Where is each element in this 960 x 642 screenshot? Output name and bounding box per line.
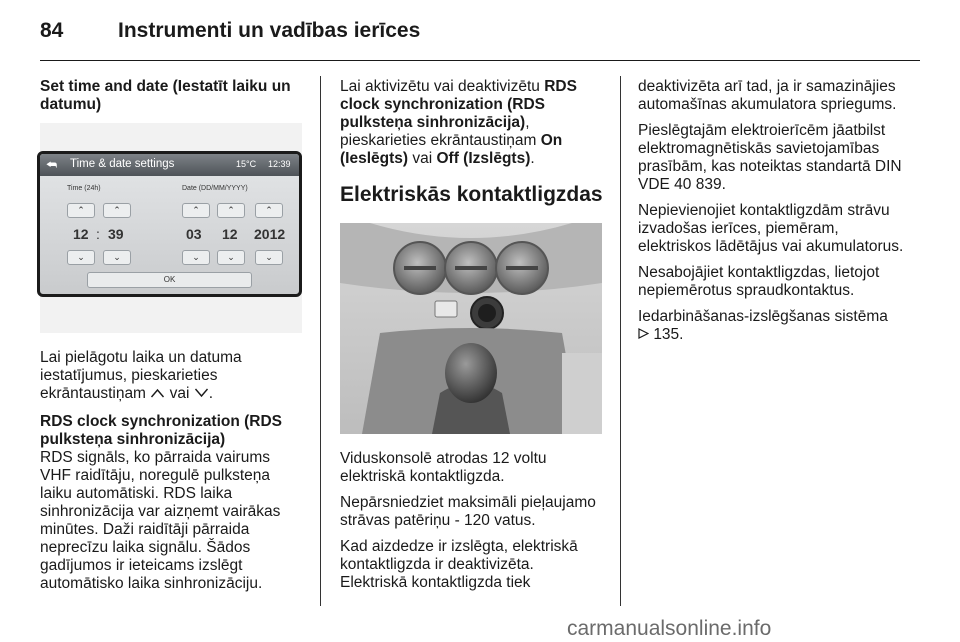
time-separator: : — [96, 226, 100, 242]
column-2-body — [340, 450, 602, 600]
year-up-button: ⌃ — [255, 203, 283, 218]
center-console-photo — [340, 223, 602, 434]
battery-paragraph: deaktivizēta arī tad, ja ir samazinājies automašīnas akumulatora spriegums. — [638, 78, 897, 113]
off-option: Off (Izslēgts) — [436, 150, 531, 167]
day-value: 03 — [186, 226, 202, 242]
stop-start-reference — [638, 308, 906, 344]
period-text: . — [530, 150, 535, 167]
back-arrow-icon: ⮪ — [46, 158, 58, 172]
page-number: 84 — [40, 19, 64, 42]
date-label: Date (DD/MM/YYYY) — [182, 185, 248, 192]
page-title: Instrumenti un vadības ierīces — [118, 19, 421, 42]
day-down-button: ⌄ — [182, 250, 210, 265]
or-text: vai — [408, 150, 437, 167]
month-value: 12 — [222, 226, 238, 242]
reference-triangle-icon — [638, 328, 649, 339]
rds-heading: RDS clock synchronization (RDS pulksteņa sinhronizācija) — [40, 413, 283, 448]
socket-location-paragraph: Viduskonsolē atrodas 12 voltu elektriskā kontaktligzda. — [340, 450, 547, 485]
rds-toggle-text: Lai aktivizētu vai deaktivizētu — [340, 78, 545, 95]
screen-title: Time & date settings — [70, 158, 175, 170]
ignition-paragraph: Kad aizdedze ir izslēgta, elektriskā kontaktligzda ir deaktivizēta. Elektriskā kontaktligzda tiek — [340, 538, 578, 591]
hour-up-button: ⌃ — [67, 203, 95, 218]
column-divider-2 — [620, 76, 621, 606]
column-1 — [40, 78, 302, 122]
console-illustration — [340, 223, 602, 434]
screen-clock: 12:39 — [268, 159, 291, 169]
chevron-up-icon — [150, 388, 165, 398]
instruction-or: vai — [169, 385, 190, 402]
hour-down-button: ⌄ — [67, 250, 95, 265]
rds-toggle-option: RDS clock synchronization (RDS pulksteņa sinhronizācija) — [340, 78, 577, 131]
rds-toggle-paragraph — [340, 78, 602, 168]
max-consumption-paragraph: Nepārsniedziet maksimāli pieļaujamo strāvas patēriņu - 120 vatus. — [340, 494, 596, 529]
minute-value: 39 — [108, 226, 124, 242]
minute-up-button: ⌃ — [103, 203, 131, 218]
ok-button: OK — [87, 272, 252, 288]
time-label: Time (24h) — [67, 185, 101, 192]
column-3 — [638, 78, 906, 352]
chevron-down-icon — [194, 388, 209, 398]
header-rule — [40, 60, 920, 61]
column-divider-1 — [320, 76, 321, 606]
section-heading-set-time: Set time and date (Iestatīt laiku un datumu) — [40, 78, 291, 113]
page-header — [0, 0, 960, 60]
stop-start-text: Iedarbināšanas-izslēgšanas sistēma — [638, 308, 888, 325]
on-option: On (Ieslēgts) — [340, 132, 563, 167]
minute-down-button: ⌄ — [103, 250, 131, 265]
time-date-settings-screen — [37, 151, 302, 297]
page-reference-link[interactable]: 135. — [653, 326, 684, 343]
month-down-button: ⌄ — [217, 250, 245, 265]
instruction-text: Lai pielāgotu laika un datuma iestatījumus, pieskarieties ekrāntaustiņam — [40, 349, 242, 402]
watermark: carmanualsonline.info — [567, 617, 772, 640]
day-up-button: ⌃ — [182, 203, 210, 218]
screen-title-bar — [40, 154, 299, 176]
plug-paragraph: Nesabojājiet kontaktligzdas, lietojot nepiemērotus spraudkontaktus. — [638, 264, 880, 299]
emc-paragraph: Pieslēgtajām elektroierīcēm jāatbilst elektromagnētiskās savietojamības prasībām, kas noteiktas standartā DIN VDE 40 839. — [638, 122, 902, 193]
column-2 — [340, 78, 602, 216]
month-up-button: ⌃ — [217, 203, 245, 218]
instruction-paragraph — [40, 349, 302, 403]
screen-temperature: 15°C — [236, 159, 257, 169]
rds-toggle-text-2: , pieskarieties ekrāntaustiņam — [340, 114, 541, 149]
no-charging-devices-paragraph: Nepievienojiet kontaktligzdām strāvu izvadošas ierīces, piemēram, elektriskos lādētājus vai akumulatorus. — [638, 202, 904, 255]
instruction-end: . — [208, 385, 214, 402]
hour-value: 12 — [73, 226, 89, 242]
column-1-body — [40, 349, 302, 601]
year-down-button: ⌄ — [255, 250, 283, 265]
rds-paragraph: RDS signāls, ko pārraida vairums VHF raidītāju, noregulē pulksteņa laiku automātiski. RDS laika sinhronizācija var aizņemt vairākas minūtes. Daži raidītāji pārraida neprecīzu laika signālu. Šādos gadījumos ir ieteicams izslēgt automātisko laika sinhronizāciju. — [40, 449, 281, 592]
section-title-sockets: Elektriskās kontaktligzdas — [340, 183, 603, 206]
year-value: 2012 — [254, 226, 286, 242]
